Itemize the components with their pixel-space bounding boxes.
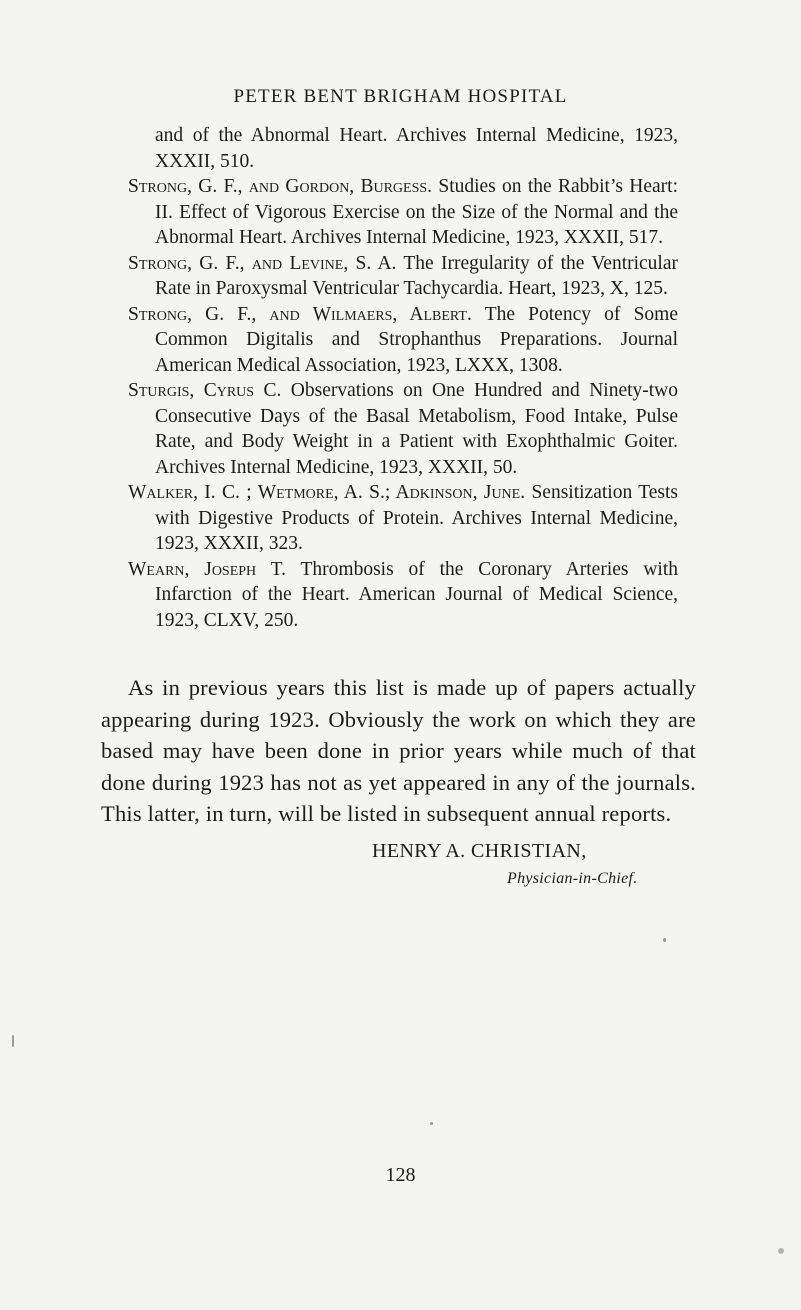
reference-authors: Strong, G. F., and Levine, S. A. bbox=[128, 252, 397, 274]
reference-authors: Walker, I. C. ; Wetmore, A. S.; Adkinson, June. bbox=[128, 482, 526, 503]
paper-speck bbox=[778, 1248, 784, 1254]
reference-text: Studies on the Rabbit’s Heart: II. Effect of Vigorous Exercise on the Size of the Normal and the Abnormal Heart. Archives Internal Medicine, 1923, XXXII, 517. bbox=[155, 176, 678, 248]
reference-text: Observations on One Hundred and Ninety-two Consecutive Days of the Basal Metabolism, Food Intake, Pulse Rate, and Body Weight in a Patient with Exophthalmic Goiter. Archives Internal Medicine, 1923, XXXII, 50. bbox=[155, 380, 679, 478]
running-head: PETER BENT BRIGHAM HOSPITAL bbox=[233, 86, 568, 107]
reference-authors: Wearn, Joseph T. bbox=[128, 558, 286, 580]
paper-speck bbox=[663, 938, 666, 942]
reference-text: The Potency of Some Common Digitalis and Strophanthus Preparations. Journal American Medical Association, 1923, LXXX, 1308. bbox=[155, 303, 678, 376]
reference-list bbox=[128, 123, 678, 633]
page-number: 128 bbox=[385, 1164, 416, 1186]
reference-entry bbox=[128, 174, 678, 251]
reference-text: The Irregularity of the Ventricular Rate in Paroxysmal Ventricular Tachycardia. Heart, 1923, X, 125. bbox=[155, 252, 679, 299]
reference-entry bbox=[128, 480, 678, 557]
paper-speck bbox=[12, 1035, 14, 1047]
reference-text: Thrombosis of the Coronary Arteries with Infarction of the Heart. American Journal of Medical Science, 1923, CLXV, 250. bbox=[155, 558, 678, 631]
signature-name: HENRY A. CHRISTIAN, bbox=[372, 840, 587, 862]
reference-entry bbox=[128, 123, 678, 174]
paper-speck bbox=[430, 1122, 433, 1125]
closing-paragraph: As in previous years this list is made up of papers actually appearing during 1923. Obviously the work on which they are based may have been done in prior years while much of that done during 1923 has not as yet appeared in any of the journals. This latter, in turn, will be listed in subsequent annual reports. bbox=[101, 675, 696, 826]
reference-entry bbox=[128, 378, 678, 480]
reference-entry bbox=[128, 302, 678, 379]
reference-authors: Strong, G. F., and Gordon, Burgess. bbox=[128, 176, 433, 197]
reference-text: and of the Abnormal Heart. Archives Internal Medicine, 1923, XXXII, 510. bbox=[155, 125, 678, 172]
reference-authors: Sturgis, Cyrus C. bbox=[128, 380, 282, 401]
reference-text: Sensitization Tests with Digestive Products of Protein. Archives Internal Medicine, 1923, XXXII, 323. bbox=[155, 482, 678, 554]
reference-entry bbox=[128, 251, 678, 302]
reference-authors: Strong, G. F., and Wilmaers, Albert. bbox=[128, 303, 472, 325]
signature-title: Physician-in-Chief. bbox=[507, 870, 638, 887]
reference-entry bbox=[128, 557, 678, 634]
